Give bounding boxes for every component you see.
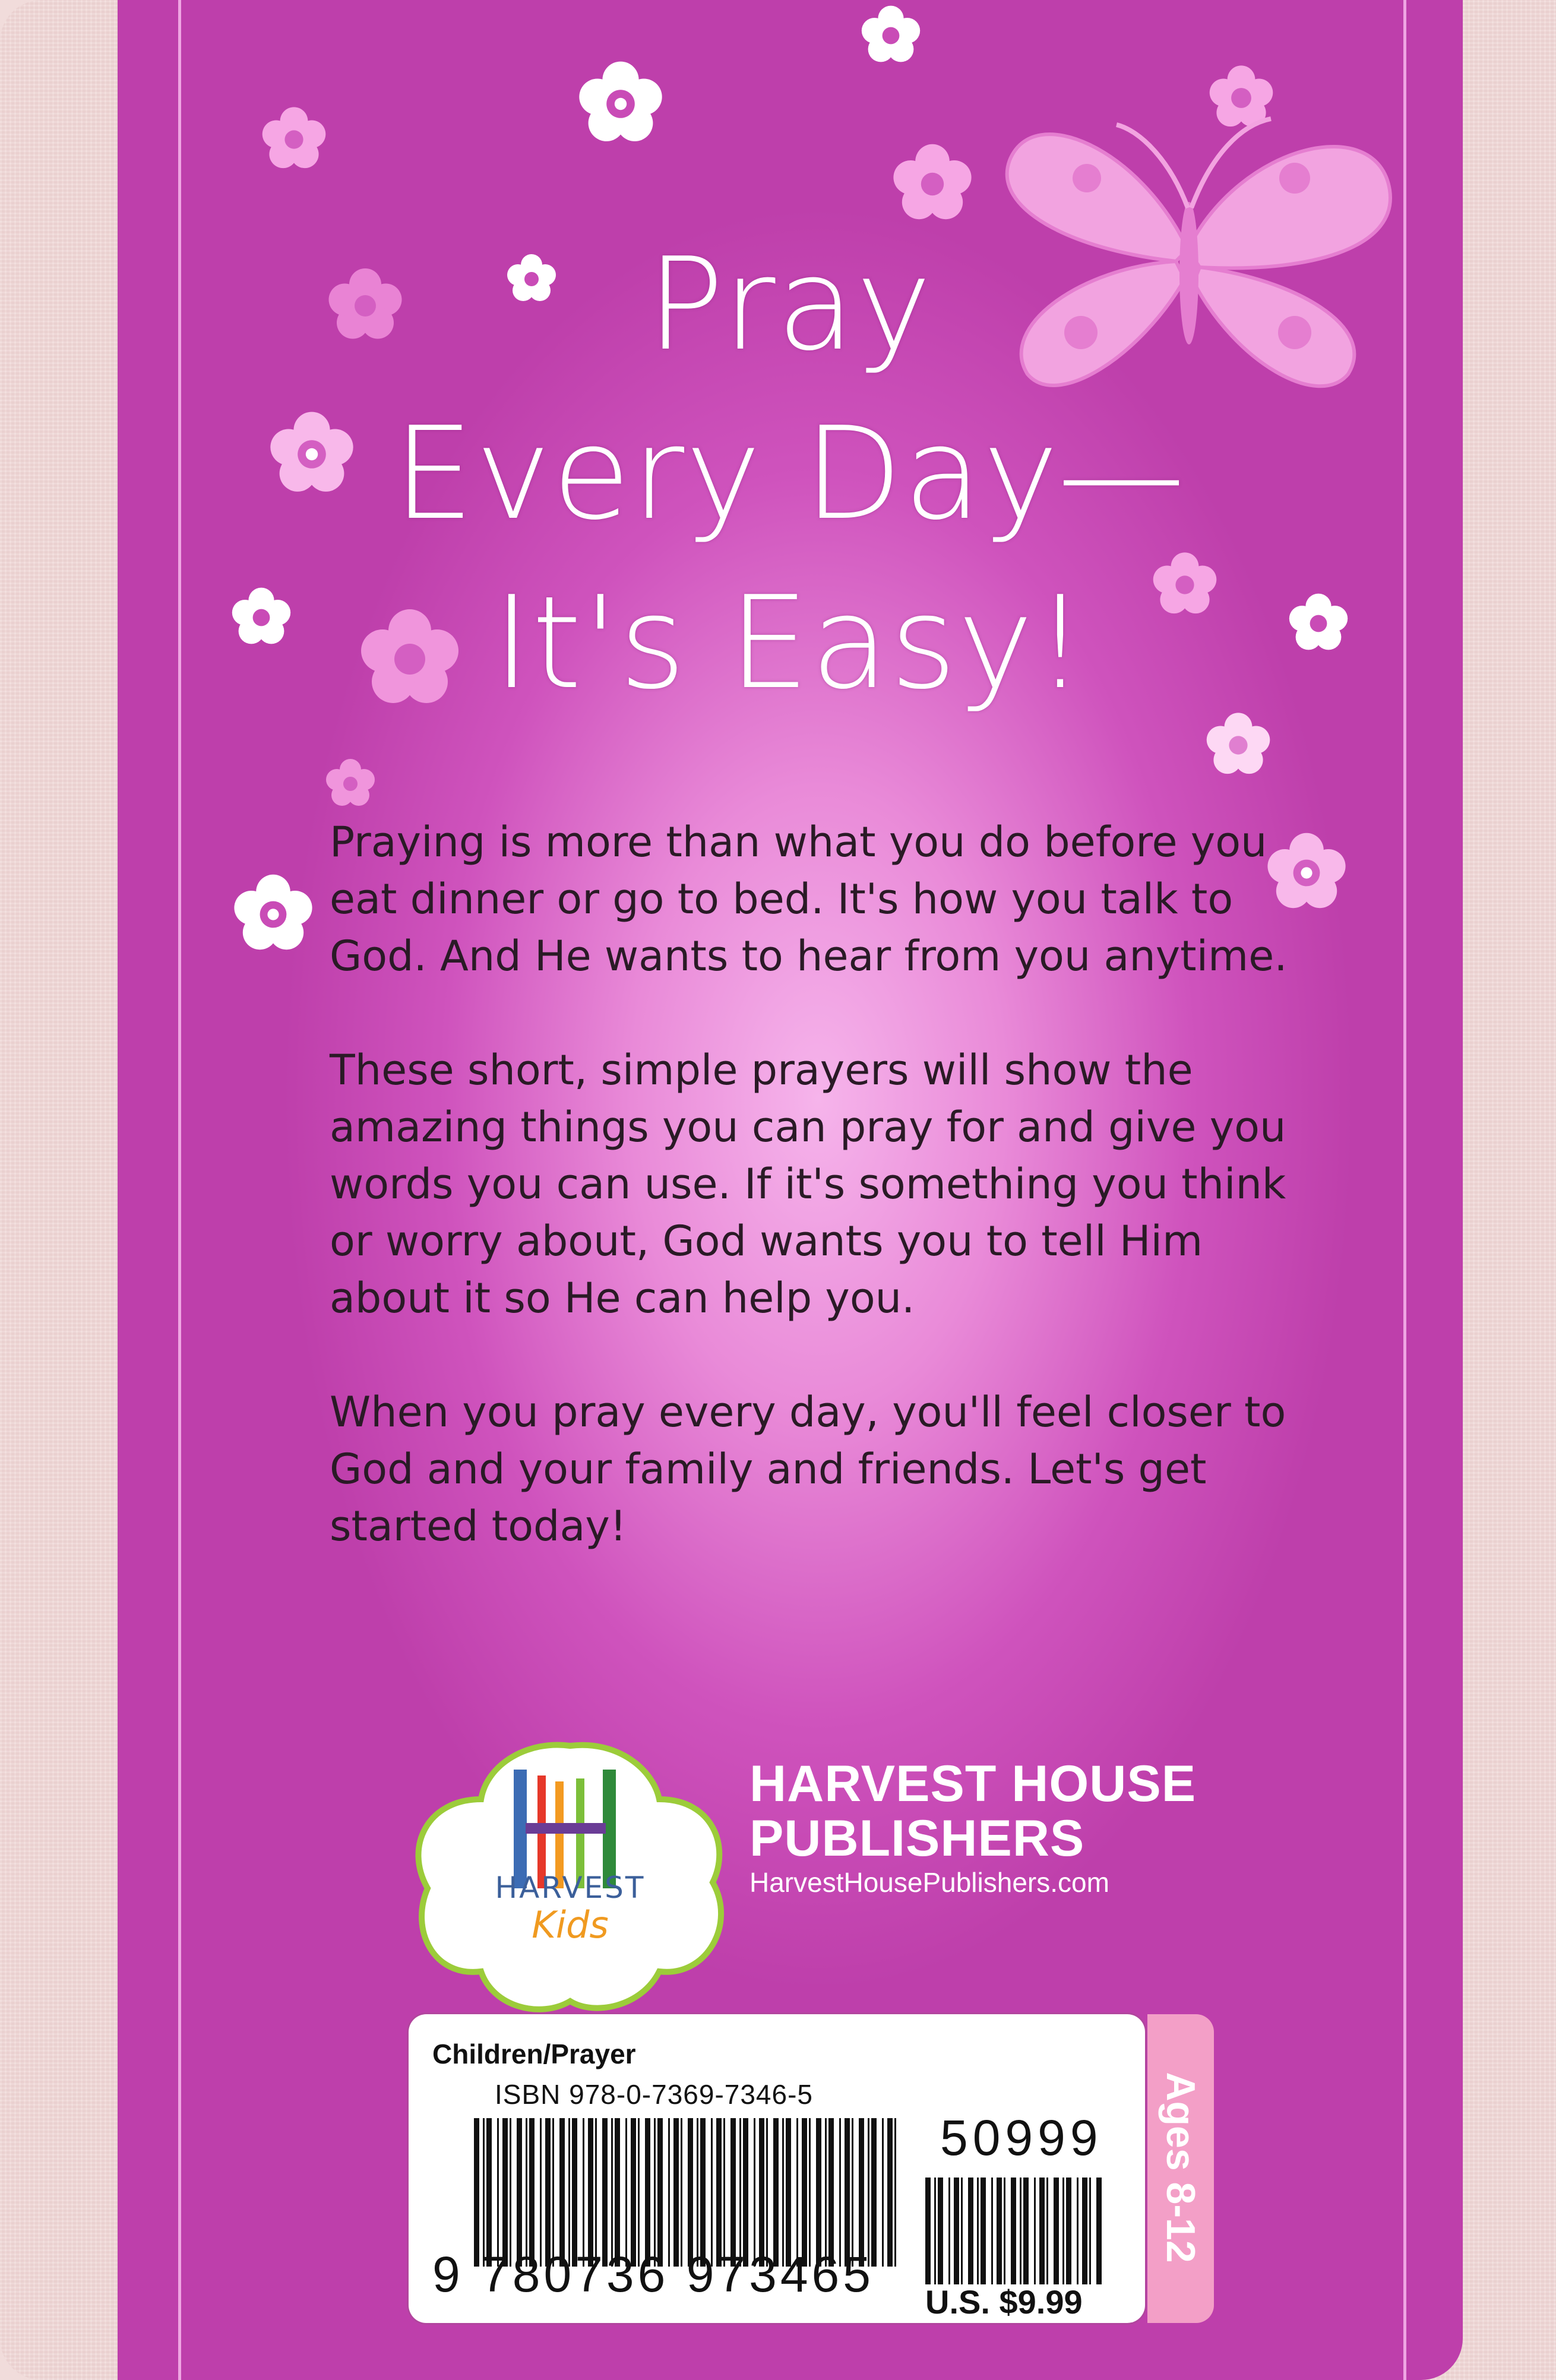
barcode-bar	[773, 2118, 779, 2267]
barcode-bar	[796, 2118, 798, 2267]
flower-icon	[570, 53, 671, 154]
barcode-bar	[654, 2118, 656, 2267]
flower-icon	[849, 0, 932, 71]
barcode-bar	[1082, 2178, 1087, 2284]
barcode-bar	[1020, 2178, 1021, 2284]
headline-line-1: Pray	[647, 230, 933, 379]
barcode-bar	[948, 2178, 950, 2284]
barcode-bar	[681, 2118, 682, 2267]
barcode-bar	[583, 2118, 584, 2267]
barcode-bar	[568, 2118, 570, 2267]
barcode-bar	[1066, 2178, 1071, 2284]
headline	[285, 220, 1295, 727]
barcode-bar	[1034, 2178, 1036, 2284]
barcode-bar	[871, 2118, 877, 2267]
barcode-bar	[852, 2118, 853, 2267]
barcode-bar	[474, 2118, 479, 2267]
flower-icon	[255, 101, 333, 178]
barcode-bar	[845, 2118, 850, 2267]
barcode-bar	[483, 2118, 485, 2267]
barcode-bar	[782, 2118, 784, 2267]
price-text: U.S. $9.99	[925, 2283, 1083, 2321]
price-addon-number: 50999	[940, 2110, 1103, 2166]
barcode-bar	[802, 2118, 807, 2267]
barcode-bar	[816, 2118, 821, 2267]
barcode-bar	[611, 2118, 613, 2267]
barcode-bar	[1062, 2178, 1064, 2284]
barcode-bar	[529, 2118, 535, 2267]
barcode-bar	[545, 2118, 551, 2267]
barcode-bar	[730, 2118, 736, 2267]
barcode-bar	[645, 2118, 650, 2267]
barcode-bar	[991, 2178, 993, 2284]
barcode-bar	[668, 2118, 670, 2267]
barcode-bar	[968, 2178, 973, 2284]
barcode-bar	[825, 2118, 827, 2267]
price-addon-barcode	[925, 2178, 1103, 2284]
publisher-url: HarvestHousePublishers.com	[749, 1867, 1109, 1898]
barcode-bar	[981, 2178, 986, 2284]
barcode-bar	[700, 2118, 706, 2267]
headline-line-2: Every Day—	[393, 399, 1187, 548]
barcode-bar	[925, 2178, 931, 2284]
barcode-bar	[859, 2118, 864, 2267]
barcode-bar	[997, 2178, 1002, 2284]
barcode-bar	[497, 2118, 499, 2267]
barcode-bar	[1039, 2178, 1045, 2284]
age-range-text: Ages 8-12	[1158, 2072, 1203, 2263]
barcode-bar	[1004, 2178, 1005, 2284]
barcode-bar	[1023, 2178, 1029, 2284]
barcode-bar	[839, 2118, 841, 2267]
barcode-label	[409, 2014, 1145, 2323]
barcode-bar	[809, 2118, 811, 2267]
barcode-bar	[1089, 2178, 1091, 2284]
barcode-bar	[602, 2118, 608, 2267]
barcode-bar	[638, 2118, 640, 2267]
barcode-bar	[766, 2118, 768, 2267]
barcode-bar	[1054, 2178, 1059, 2284]
barcode-bar	[552, 2118, 554, 2267]
barcode-bar	[723, 2118, 725, 2267]
barcode-bar	[977, 2178, 979, 2284]
barcode-bar	[828, 2118, 834, 2267]
publisher-name-line-1: HARVEST HOUSE	[749, 1755, 1197, 1812]
blurb	[330, 814, 1304, 1612]
blurb-paragraph-1: Praying is more than what you do before you eat dinner or go to bed. It's how you talk to God. And He wants to hear from you anytime.	[330, 818, 1288, 980]
barcode-bar	[540, 2118, 542, 2267]
barcode-bar	[938, 2178, 943, 2284]
barcode-bar	[754, 2118, 755, 2267]
barcode-bar	[759, 2118, 764, 2267]
barcode-bar	[595, 2118, 597, 2267]
barcode-bar	[961, 2178, 963, 2284]
barcode-bar	[882, 2118, 884, 2267]
barcode-bar	[697, 2118, 698, 2267]
barcode-bar	[786, 2118, 791, 2267]
barcode-bar	[526, 2118, 527, 2267]
barcode-bar	[739, 2118, 741, 2267]
flower-icon	[226, 867, 321, 962]
barcode-bar	[615, 2118, 620, 2267]
barcode-bar	[1096, 2178, 1102, 2284]
barcode-bar	[510, 2118, 511, 2267]
barcode-bar	[657, 2118, 663, 2267]
publisher-name	[749, 1756, 1196, 1866]
blurb-paragraph-2: These short, simple prayers will show the amazing things you can pray for and give you words you can use. If it's something you think or worry about, God wants you to tell Him about it so He can help you.	[330, 1046, 1286, 1322]
barcode-bar	[1077, 2178, 1079, 2284]
barcode-bar	[625, 2118, 627, 2267]
imprint-name: HARVEST	[495, 1871, 646, 1905]
barcode-bar	[688, 2118, 693, 2267]
barcode-bar	[631, 2118, 636, 2267]
barcode-bar	[887, 2118, 893, 2267]
barcode-bar	[954, 2178, 959, 2284]
barcode-bar	[572, 2118, 577, 2267]
flower-icon	[321, 754, 380, 814]
barcode-digits: 9 780736 973465	[432, 2246, 874, 2302]
barcode-bar	[894, 2118, 896, 2267]
isbn-text: ISBN 978-0-7369-7346-5	[495, 2079, 813, 2110]
band-border-left	[178, 0, 181, 2380]
publisher-name-line-2: PUBLISHERS	[749, 1810, 1085, 1867]
barcode-bar	[716, 2118, 722, 2267]
barcode-bar	[517, 2118, 522, 2267]
isbn-barcode	[474, 2118, 902, 2267]
barcode-bar	[1011, 2178, 1016, 2284]
book-category: Children/Prayer	[432, 2039, 636, 2069]
headline-line-3: It's Easy!	[492, 568, 1087, 717]
barcode-bar	[486, 2118, 492, 2267]
barcode-bar	[711, 2118, 713, 2267]
barcode-bar	[502, 2118, 508, 2267]
barcode-bar	[868, 2118, 869, 2267]
blurb-paragraph-3: When you pray every day, you'll feel closer to God and your family and friends. Let's get started today!	[330, 1388, 1286, 1550]
barcode-bar	[588, 2118, 593, 2267]
imprint-kids: Kids	[532, 1903, 609, 1947]
barcode-bar	[559, 2118, 565, 2267]
barcode-bar	[673, 2118, 679, 2267]
barcode-bar	[934, 2178, 936, 2284]
barcode-bar	[1046, 2178, 1048, 2284]
barcode-bar	[743, 2118, 748, 2267]
